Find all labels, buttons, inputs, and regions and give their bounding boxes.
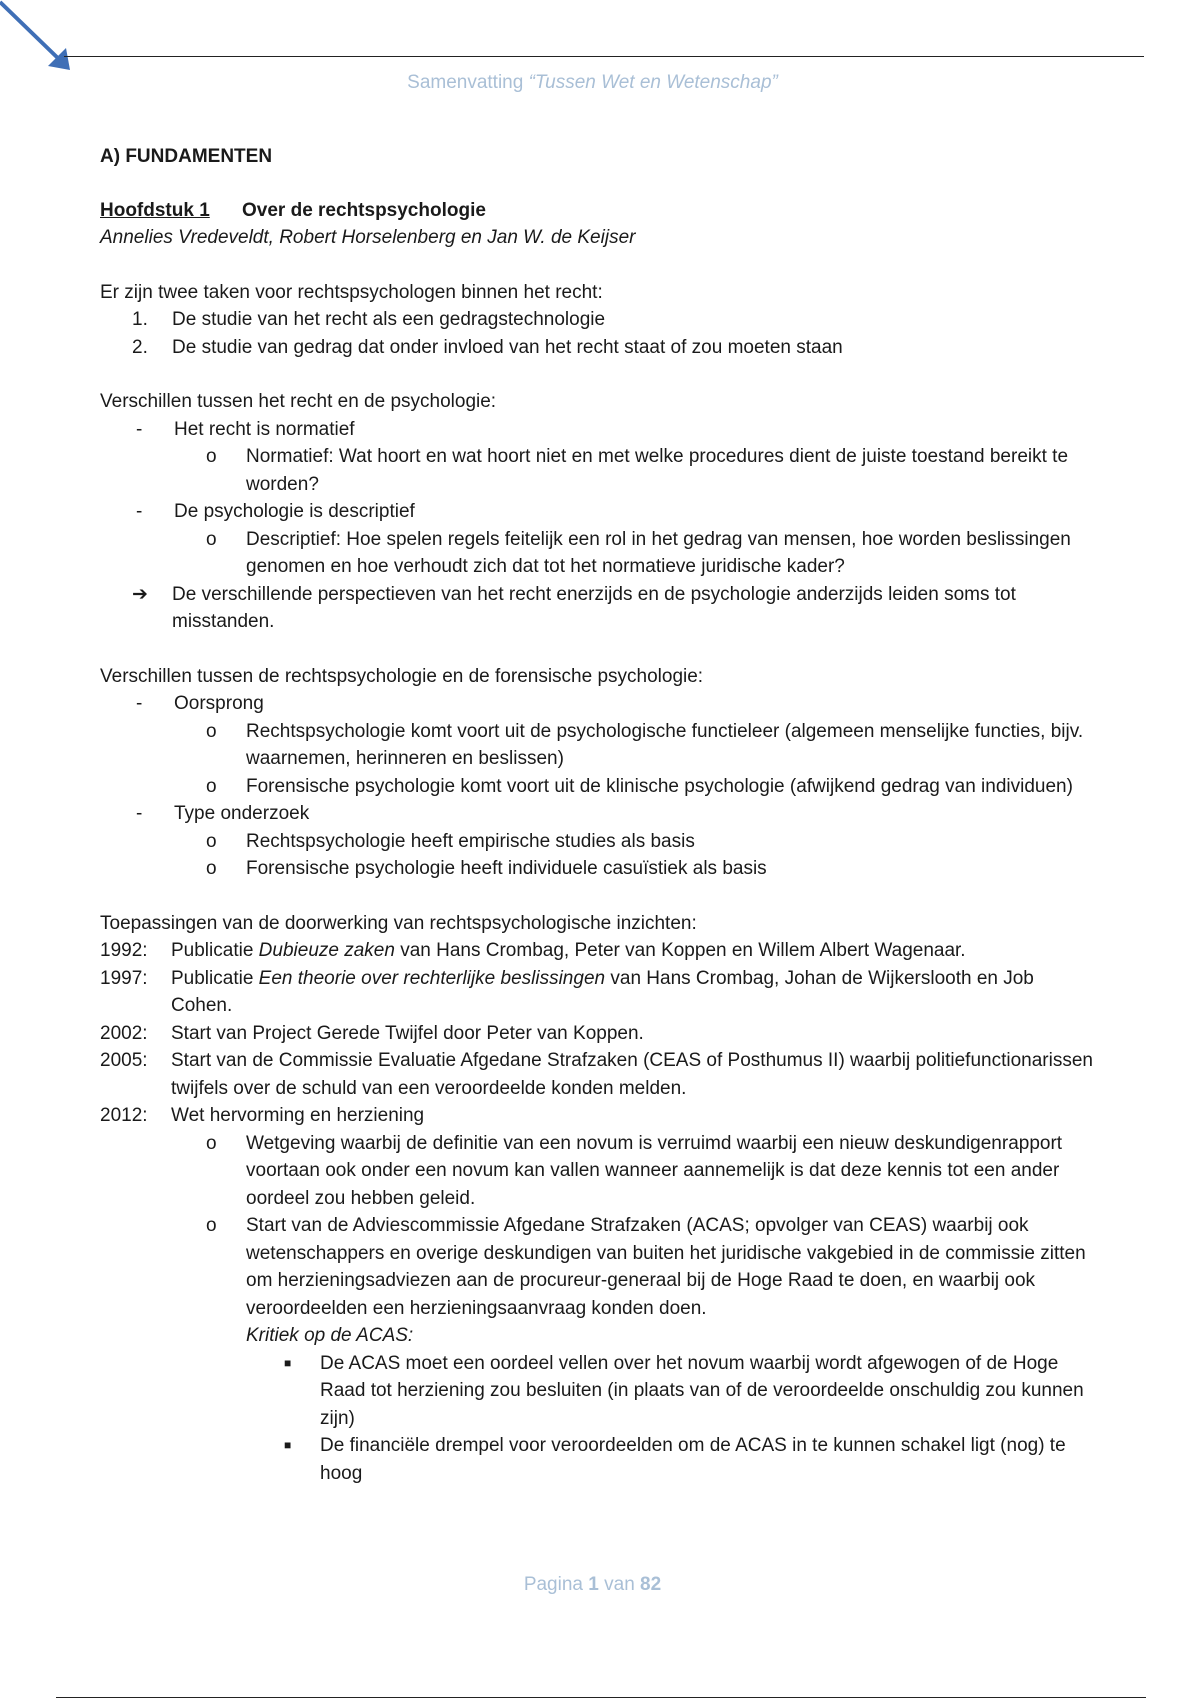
chapter-authors: Annelies Vredeveldt, Robert Horselenberg en Jan W. de Keijser bbox=[100, 227, 636, 248]
list-item: - Type onderzoek bbox=[136, 803, 310, 824]
chapter-heading bbox=[100, 197, 1100, 225]
diff2-intro: Verschillen tussen de rechtspsychologie en de forensische psychologie: bbox=[100, 665, 704, 687]
chapter-title: Over de rechtspsychologie bbox=[242, 199, 486, 221]
list-item: - Het recht is normatief bbox=[136, 418, 355, 440]
arrow-icon: ➔ bbox=[132, 583, 148, 605]
chapter-number: Hoofdstuk 1 bbox=[100, 199, 210, 221]
page-total: 82 bbox=[640, 1574, 662, 1595]
header-rule bbox=[64, 56, 1144, 57]
list-item: - De psychologie is descriptief bbox=[136, 501, 415, 522]
list-item: o Forensische psychologie komt voort uit de klinische psychologie (afwijkend gedrag van individuen) bbox=[206, 775, 1073, 797]
list-item: o Wetgeving waarbij de definitie van een novum is verruimd waarbij een nieuw deskundigenrapport voortaan ook onder een novum kan vallen wanneer aannemelijk is dat deze kennis tot een ander oordeel zou hebben geleid. bbox=[206, 1132, 1063, 1209]
list-item: ■ De ACAS moet een oordeel vellen over het novum waarbij wordt afgewogen of de Hoge Raad tot herziening zou besluiten (in plaats van of de veroordeelde onschuldig zou kunnen zijn) bbox=[284, 1352, 1084, 1429]
list-item: o Descriptief: Hoe spelen regels feitelijk een rol in het gedrag van mensen, hoe worden beslissingen genomen en hoe verhoudt zich dat tot het normatieve juridische kader? bbox=[206, 528, 1071, 577]
running-header: Samenvatting “Tussen Wet en Wetenschap” bbox=[407, 72, 778, 93]
list-item: o Start van de Adviescommissie Afgedane Strafzaken (ACAS; opvolger van CEAS) waarbij ook wetenschappers en overige deskundigen van buiten het juridische vakgebied in de commissie zitten om herzieningsadviezen aan de procureur-generaal bij de Hoge Raad te doen, en waarbij ook veroordeelden een herzieningsaanvraag konden doen. Kritiek op de ACAS: bbox=[206, 1215, 1086, 1346]
tasks-intro: Er zijn twee taken voor rechtspsychologen binnen het recht: bbox=[100, 281, 603, 303]
timeline-entry: 1997: Publicatie Een theorie over rechterlijke beslissingen van Hans Crombag, Johan de Wijkerslooth en Job Cohen. bbox=[100, 967, 1034, 1016]
list-item: o Normatief: Wat hoort en wat hoort niet en met welke procedures dient de juiste toestand bereikt te worden? bbox=[206, 446, 1069, 495]
section-heading: A) FUNDAMENTEN bbox=[100, 146, 273, 167]
conclusion-item: ➔ De verschillende perspectieven van het recht enerzijds en de psychologie anderzijds leiden soms tot misstanden. bbox=[100, 581, 1100, 636]
timeline-entry: 1992: Publicatie Dubieuze zaken van Hans Crombag, Peter van Koppen en Willem Albert Wagenaar. bbox=[100, 940, 966, 961]
list-item: o Rechtspsychologie komt voort uit de psychologische functieleer (algemeen menselijke functies, bijv. waarnemen, herinneren en beslissen) bbox=[206, 720, 1084, 769]
timeline-entry: 2005: Start van de Commissie Evaluatie Afgedane Strafzaken (CEAS of Posthumus II) waarbij politiefunctionarissen twijfels over de schuld van een veroordeelde konden melden. bbox=[100, 1050, 1093, 1099]
timeline-entry: 2002: Start van Project Gerede Twijfel door Peter van Koppen. bbox=[100, 1022, 644, 1044]
page-footer: Pagina 1 van 82 bbox=[523, 1574, 662, 1595]
list-item: 2. De studie van gedrag dat onder invloed van het recht staat of zou moeten staan bbox=[132, 336, 843, 358]
list-item: o Rechtspsychologie heeft empirische studies als basis bbox=[206, 830, 695, 852]
timeline-entry: 2012: Wet hervorming en herziening bbox=[100, 1105, 425, 1126]
list-item: 1. De studie van het recht als een gedragstechnologie bbox=[132, 309, 606, 330]
critique-label: Kritiek op de ACAS: bbox=[246, 1325, 414, 1346]
footer-rule bbox=[56, 1697, 1146, 1698]
list-item: ■ De financiële drempel voor veroordeelden om de ACAS in te kunnen schakel ligt (nog) te hoog bbox=[284, 1435, 1066, 1484]
timeline-intro: Toepassingen van de doorwerking van rechtspsychologische inzichten: bbox=[100, 912, 697, 934]
page-number: 1 bbox=[588, 1574, 599, 1595]
list-item: o Forensische psychologie heeft individuele casuïstiek als basis bbox=[206, 858, 767, 879]
diff1-intro: Verschillen tussen het recht en de psychologie: bbox=[100, 391, 497, 412]
list-item: - Oorsprong bbox=[136, 693, 264, 714]
annotation-arrow bbox=[0, 0, 80, 80]
document-body bbox=[100, 143, 1100, 1487]
